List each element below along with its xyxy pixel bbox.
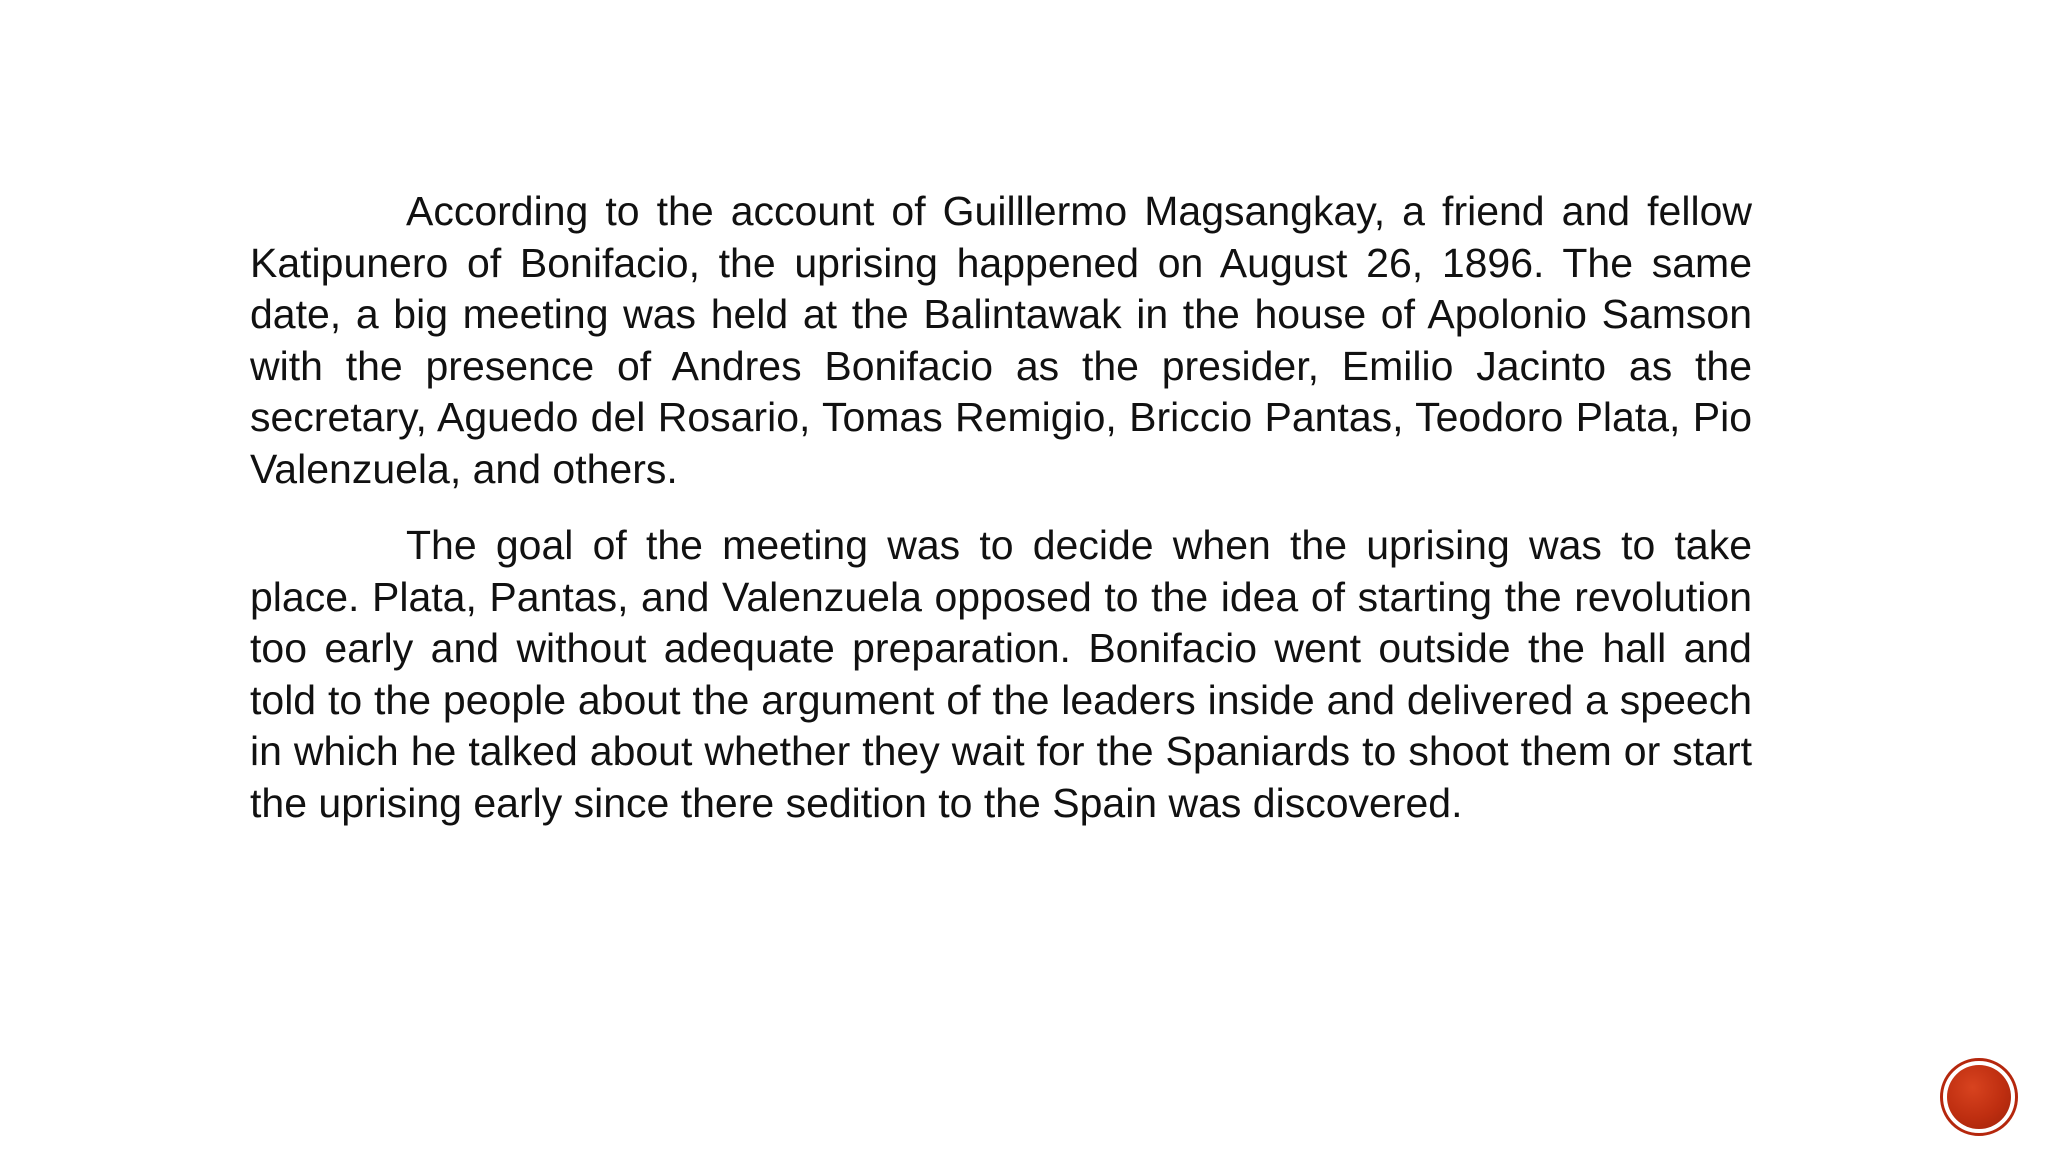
slide-corner-badge [1940,1058,2018,1136]
slide-body-text [250,186,1752,829]
paragraph-magsangkay-account: According to the account of Guilllermo Magsangkay, a friend and fellow Katipunero of Bonifacio, the uprising happened on August 26, 1896. The same date, a big meeting was held at the Balintawak in the house of Apolonio Samson with the presence of Andres Bonifacio as the presider, Emilio Jacinto as the secretary, Aguedo del Rosario, Tomas Remigio, Briccio Pantas, Teodoro Plata, Pio Valenzuela, and others. [250,188,1752,492]
badge-circle-icon [1947,1065,2011,1129]
paragraph-meeting-goal: The goal of the meeting was to decide when the uprising was to take place. Plata, Pantas, and Valenzuela opposed to the idea of starting the revolution too early and without adequate preparation. Bonifacio went outside the hall and told to the people about the argument of the leaders inside and delivered a speech in which he talked about whether they wait for the Spaniards to shoot them or start the uprising early since there sedition to the Spain was discovered. [250,522,1752,826]
